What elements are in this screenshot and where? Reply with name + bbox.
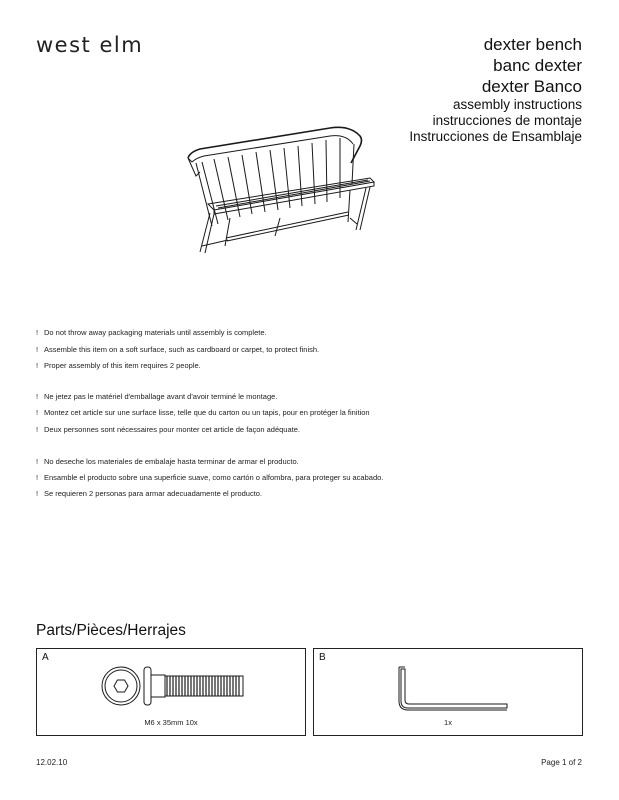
part-a-caption: M6 x 35mm 10x <box>144 718 198 727</box>
part-b-box <box>313 648 583 736</box>
warnings-list: ! Do not throw away packaging materials until assembly is complete. <box>36 328 267 337</box>
subtitle-en: assembly instructions <box>452 97 582 112</box>
subtitle-es-2: Instrucciones de Ensamblaje <box>409 129 582 144</box>
document-titles <box>409 34 582 145</box>
warning-fr-3: Deux personnes sont nécessaires pour monter cet article de façon adéquate. <box>44 425 300 434</box>
title-fr: banc dexter <box>493 56 582 75</box>
warning-en-3: Proper assembly of this item requires 2 people. <box>44 361 201 370</box>
brand-logo: west elm <box>36 33 144 57</box>
warning-fr-1: Ne jetez pas le matériel d'emballage avant d'avoir terminé le montage. <box>44 392 278 401</box>
warning-es-3: Se requieren 2 personas para armar adecuadamente el producto. <box>44 489 263 498</box>
title-es: dexter Banco <box>481 77 582 96</box>
part-b-caption: 1x <box>444 718 452 727</box>
warning-en-1: Do not throw away packaging materials until assembly is complete. <box>44 328 267 337</box>
footer-page: Page 1 of 2 <box>541 758 582 767</box>
subtitle-es-1: instrucciones de montaje <box>432 113 582 128</box>
warning-es-1: No deseche los materiales de embalaje hasta terminar de armar el producto. <box>44 457 299 466</box>
part-a-letter: A <box>42 652 49 663</box>
title-en: dexter bench <box>483 35 582 54</box>
part-b-letter: B <box>319 652 326 663</box>
part-a-box <box>36 648 306 736</box>
warning-fr-2: Montez cet article sur une surface lisse, telle que du carton ou un tapis, pour en protéger la finition <box>44 408 370 417</box>
bolt-icon <box>99 663 259 713</box>
allen-key-icon <box>379 663 519 713</box>
bench-illustration <box>170 118 390 268</box>
footer-date: 12.02.10 <box>36 758 68 767</box>
parts-heading: Parts/Pièces/Herrajes <box>36 622 186 639</box>
warning-en-2: Assemble this item on a soft surface, such as cardboard or carpet, to protect finish. <box>44 345 320 354</box>
warning-es-2: Ensamble el producto sobre una superficie suave, como cartón o alfombra, para proteger su acabado. <box>44 473 384 482</box>
